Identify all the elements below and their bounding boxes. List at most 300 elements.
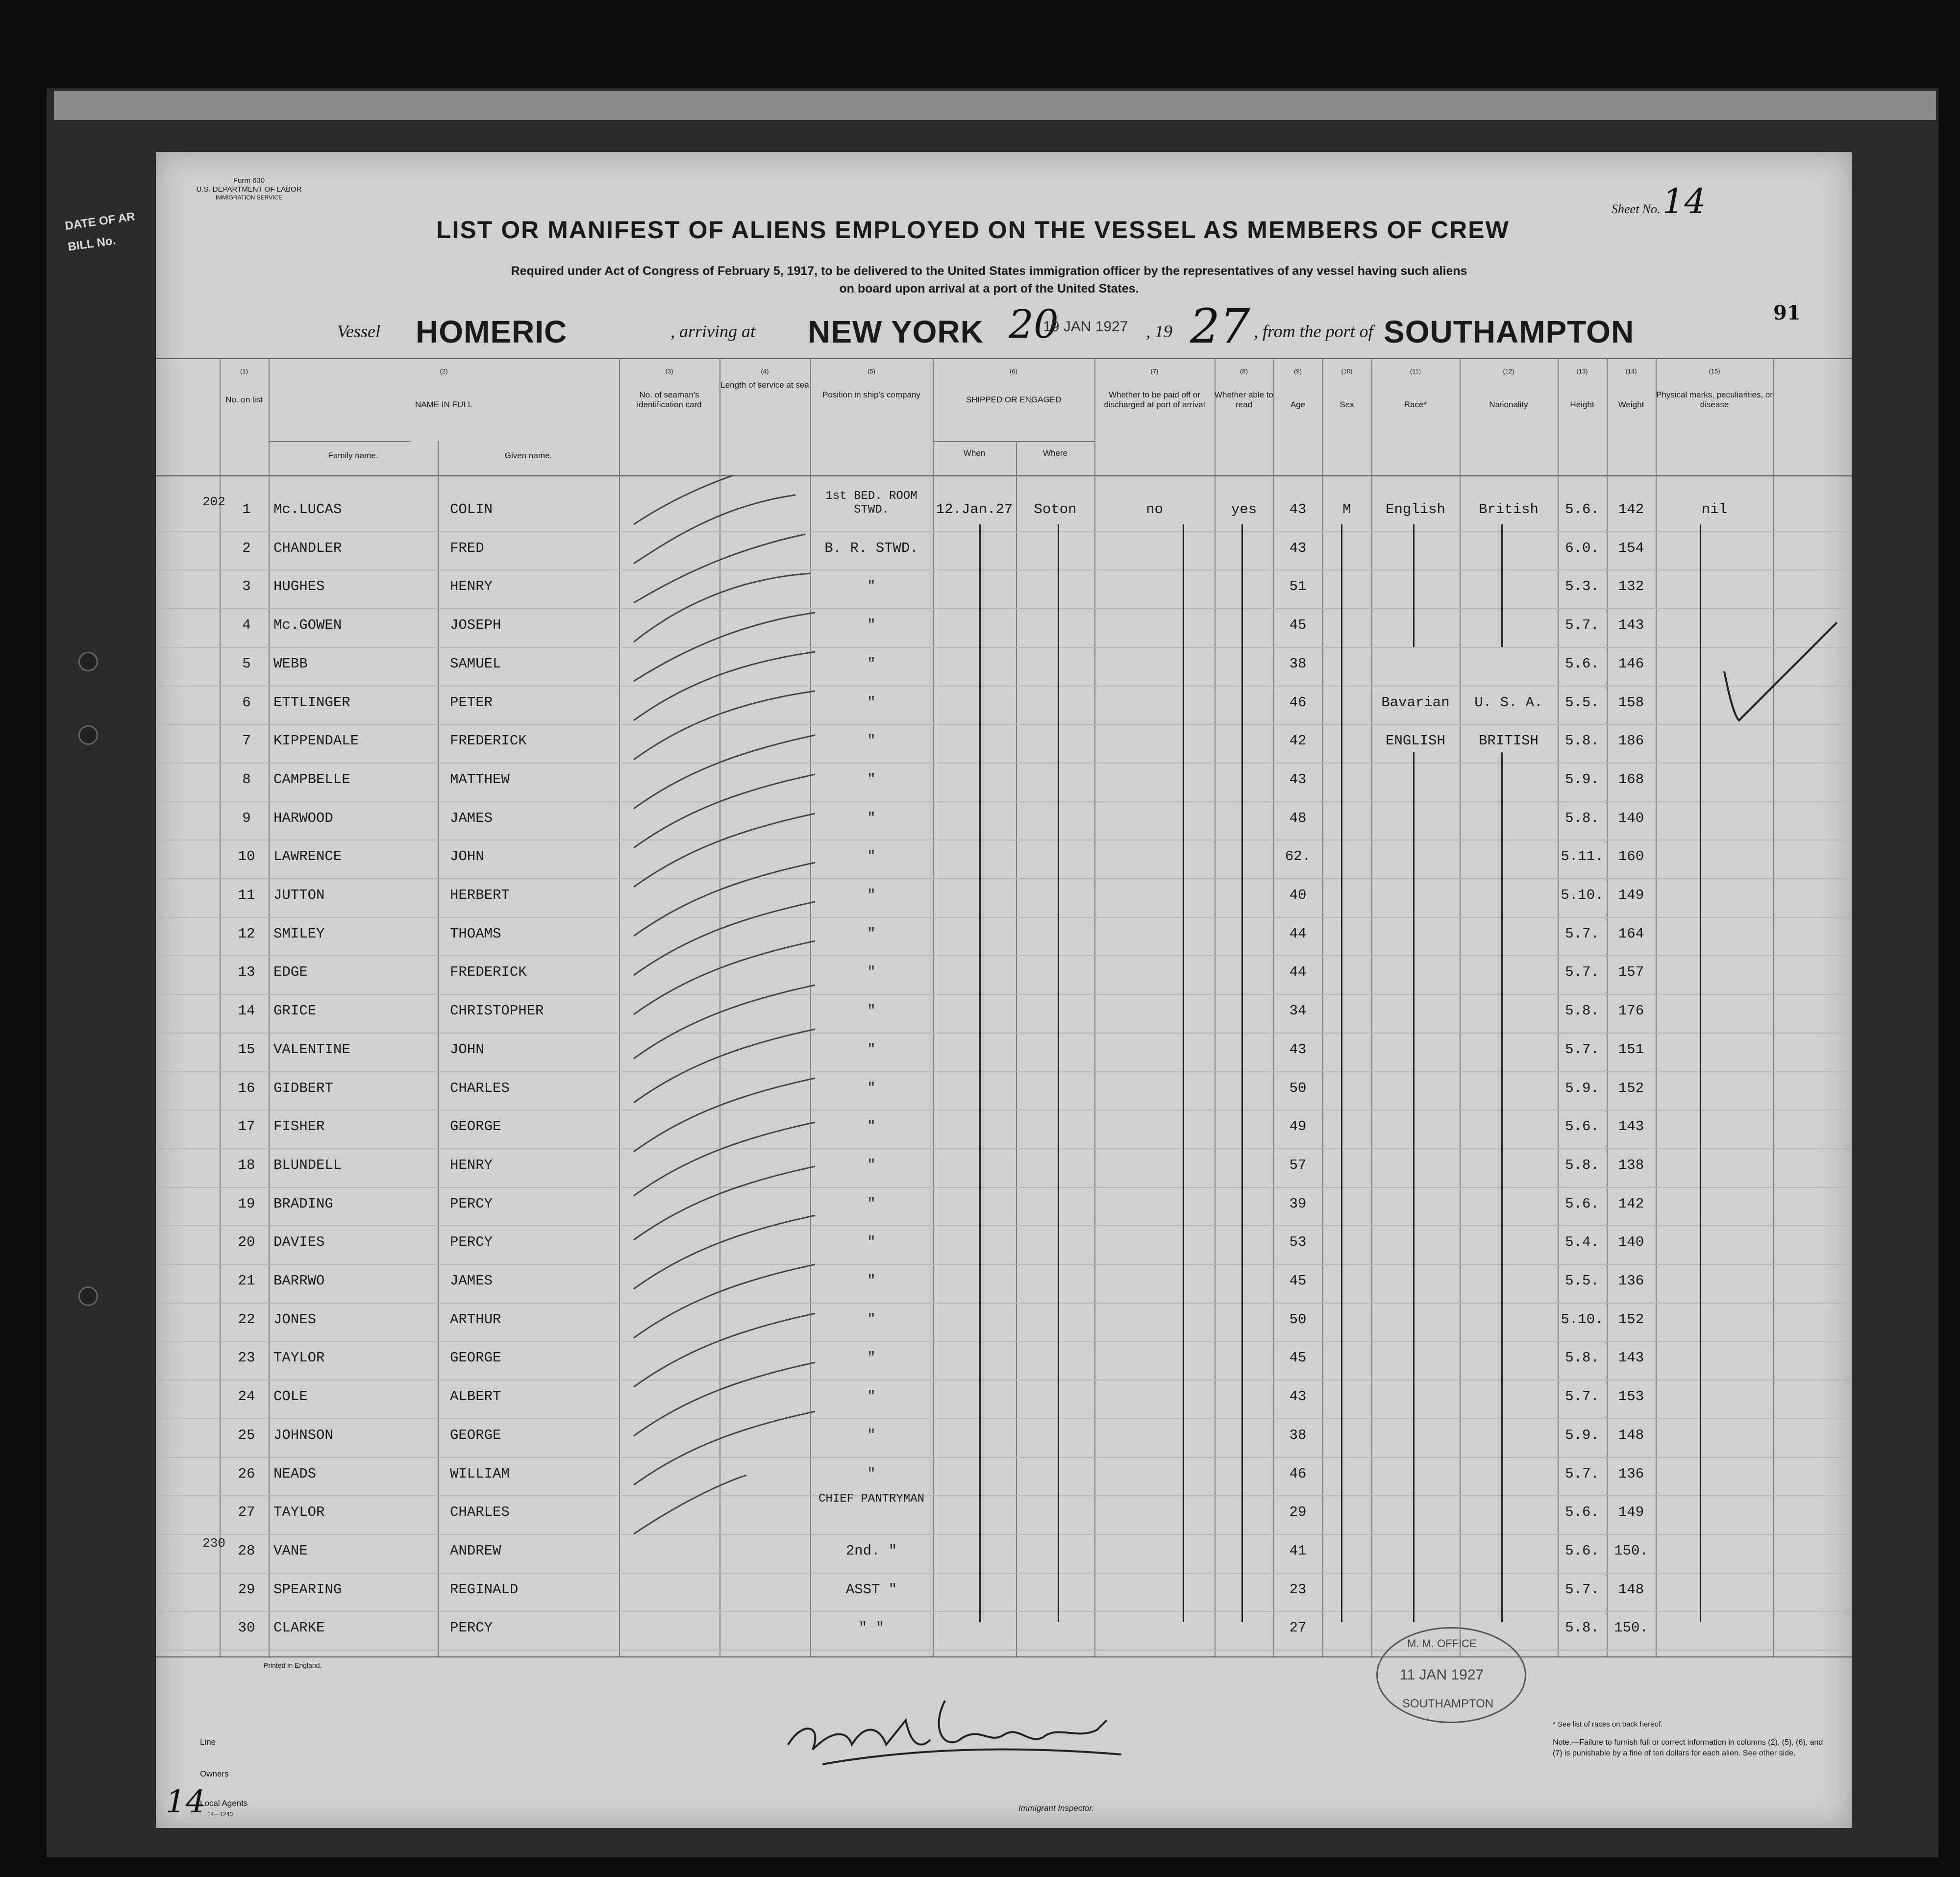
family-name: BLUNDELL [273,1157,342,1173]
given-name: JAMES [450,1273,493,1289]
sheet-number-block [1612,181,1706,222]
col-label: Nationality [1489,399,1528,409]
row-number: 10 [238,848,255,865]
height: 5.10. [1561,1311,1604,1328]
family-name: HUGHES [273,578,325,595]
weight: 132 [1618,578,1644,595]
position: " [867,617,876,634]
family-name: HARWOOD [273,810,333,826]
col-head-paid [1094,368,1215,410]
given-name: THOAMS [450,925,501,942]
backing-stamp-line1: DATE OF AR [64,210,136,233]
age: 48 [1289,810,1307,826]
col-head-shipped [933,368,1094,405]
height: 5.7. [1565,1465,1599,1482]
height: 5.6. [1565,1195,1599,1212]
stamp-top-text: M. M. OFFICE [1407,1637,1477,1650]
subtitle-line2: on board upon arrival at a port of the United States. [839,282,1139,296]
sheet-number: 14 [1662,181,1706,222]
weight: 186 [1618,733,1644,749]
weight: 142 [1618,1195,1644,1212]
col-num: (12) [1503,368,1514,375]
row-number: 21 [238,1273,255,1289]
row-number: 26 [238,1465,255,1482]
weight: 143 [1618,1118,1644,1135]
stamp-date-text: 11 JAN 1927 [1400,1667,1484,1683]
position: " [867,694,876,711]
row-number: 16 [238,1080,255,1096]
position: " [867,1273,876,1289]
table-row [156,801,1852,840]
backing-stamp-line2: BILL No. [67,234,117,254]
form-code: 14—1240 [207,1811,233,1818]
position: " [867,810,876,826]
age: 43 [1289,1388,1307,1405]
given-name: ARTHUR [450,1311,501,1328]
age: 46 [1289,1465,1307,1482]
table-row [156,917,1852,956]
table-row [156,1225,1852,1264]
line-label: Line [200,1737,216,1747]
given-name: FRED [450,540,484,556]
height: 5.4. [1565,1234,1599,1251]
given-name: GEORGE [450,1350,501,1366]
weight: 151 [1618,1041,1644,1058]
table-row [156,1148,1852,1187]
family-name: KIPPENDALE [273,733,359,749]
table-row [156,1457,1852,1496]
col-head-race [1371,368,1460,410]
col-head-age [1273,368,1322,410]
row-number: 3 [242,578,251,595]
sex: M [1342,501,1351,518]
given-name: ALBERT [450,1388,501,1405]
table-row [156,724,1852,763]
given-name: JOSEPH [450,617,501,634]
height: 5.6. [1565,655,1599,672]
page-number: 91 [1773,301,1801,324]
col-head-sex [1322,368,1371,410]
col-num: (7) [1150,368,1159,375]
col-num: (9) [1294,368,1302,375]
col-label: Sex [1340,399,1354,409]
height: 5.5. [1565,694,1599,711]
height: 5.7. [1565,1388,1599,1405]
position: " [867,1003,876,1019]
col-head-no [220,368,269,405]
position: " [867,848,876,865]
weight: 143 [1618,617,1644,634]
col-label: Height [1570,399,1594,409]
weight: 150. [1614,1620,1648,1636]
table-row [156,1264,1852,1303]
inspector-label: Immigrant Inspector. [1018,1803,1094,1813]
given-name: HENRY [450,578,493,595]
col-label: Whether able to read [1215,390,1274,409]
race: ENGLISH [1386,733,1445,749]
row-number: 17 [238,1118,255,1135]
races-note: * See list of races on back hereof. [1553,1720,1663,1729]
col-label: No. of seaman's identification card [637,390,702,409]
age: 46 [1289,694,1307,711]
arrival-port: NEW YORK [808,314,984,349]
age: 42 [1289,733,1307,749]
height: 5.10. [1561,887,1604,903]
weight: 148 [1618,1581,1644,1598]
family-name: TAYLOR [273,1350,325,1366]
row-number: 14 [238,1003,255,1019]
position: " [867,1118,876,1135]
given-name: COLIN [450,501,493,518]
height: 6.0. [1565,540,1599,556]
age: 43 [1289,1041,1307,1058]
family-name: SPEARING [273,1581,342,1598]
col-num: (6) [1010,368,1017,375]
row-number: 9 [242,810,251,826]
col-head-when: When [963,448,986,458]
margin-note: 202 [202,494,225,509]
given-name: HENRY [450,1157,493,1173]
col-num: (11) [1410,368,1421,375]
given-name: SAMUEL [450,655,501,672]
row-number: 24 [238,1388,255,1405]
age: 43 [1289,771,1307,788]
family-name: NEADS [273,1465,317,1482]
family-name: FISHER [273,1118,325,1135]
binder-hole [78,1286,98,1306]
table-row [156,1380,1852,1418]
given-name: GEORGE [450,1118,501,1135]
weight: 160 [1618,848,1644,865]
position: " [867,1350,876,1366]
position: " [867,1311,876,1328]
col-num: (14) [1625,368,1637,375]
age: 50 [1289,1080,1307,1096]
year-handwritten: 27 [1190,299,1250,354]
col-head-card [619,368,719,410]
table-row [156,1341,1852,1380]
family-name: Mc.LUCAS [273,501,342,518]
col-label: Race* [1404,399,1427,409]
manifest-page [156,152,1852,1828]
position: " [867,1080,876,1096]
position: " " [858,1620,885,1636]
row-number: 27 [238,1504,255,1521]
table-row [156,1071,1852,1110]
row-number: 7 [242,733,251,749]
row-number: 20 [238,1234,255,1251]
weight: 152 [1618,1311,1644,1328]
shipped-when: 12.Jan.27 [936,501,1013,518]
col-label: SHIPPED OR ENGAGED [966,395,1062,404]
position: CHIEF PANTRYMAN [818,1492,925,1506]
row-number: 30 [238,1620,255,1636]
family-name: CLARKE [273,1620,325,1636]
position: " [867,887,876,903]
row-number: 8 [242,771,251,788]
row-number: 28 [238,1542,255,1559]
col-num: (3) [665,368,673,375]
row-number: 2 [242,540,251,556]
table-row [156,490,1852,531]
col-head-where: Where [1042,448,1068,458]
family-name: CHANDLER [273,540,342,556]
age: 43 [1289,540,1307,556]
binder-hole [78,725,98,745]
position: " [867,578,876,595]
col-head-name [269,368,619,410]
table-row [156,1187,1852,1226]
office-stamp [1376,1627,1526,1723]
table-row [156,1418,1852,1457]
given-name: PETER [450,694,493,711]
year-prefix: , 19 [1146,321,1172,341]
family-name: BRADING [273,1195,333,1212]
weight: 136 [1618,1465,1644,1482]
position: ASST " [845,1581,897,1598]
service-name: IMMIGRATION SERVICE [215,194,283,201]
height: 5.6. [1565,1504,1599,1521]
weight: 146 [1618,655,1644,672]
paid-off: no [1146,501,1163,518]
col-num: (4) [761,368,769,375]
position: " [867,1388,876,1405]
row-number: 4 [242,617,251,634]
row-number: 15 [238,1041,255,1058]
row-number: 13 [238,964,255,981]
row-number: 1 [242,501,251,518]
shipped-where: Soton [1034,501,1077,518]
age: 53 [1289,1234,1307,1251]
age: 44 [1289,925,1307,942]
arriving-label: , arriving at [670,321,756,341]
position: " [867,1041,876,1058]
arrival-day-handwritten: 20 [1009,301,1059,347]
family-name: LAWRENCE [273,848,342,865]
able-to-read: yes [1231,501,1257,518]
col-label: Age [1290,399,1306,409]
col-head-weight [1607,368,1656,410]
inspector-signature [783,1691,1126,1769]
given-name: JOHN [450,1041,484,1058]
nationality: U. S. A. [1474,694,1543,711]
given-name: ANDREW [450,1542,501,1559]
height: 5.8. [1565,1003,1599,1019]
weight: 143 [1618,1350,1644,1366]
penalty-note: Note.—Failure to furnish full or correct information in columns (2), (5), (6), and (7) is punishable by a fine of ten dollars for each alien. See other side. [1553,1738,1823,1757]
family-name: GIDBERT [273,1080,333,1096]
margin-note: 230 [202,1535,225,1551]
row-number: 29 [238,1581,255,1598]
col-label: Weight [1618,399,1644,409]
position: 1st BED. ROOM STWD. [825,490,918,517]
weight: 157 [1618,964,1644,981]
position: " [867,1157,876,1173]
given-name: GEORGE [450,1427,501,1443]
weight: 138 [1618,1157,1644,1173]
position: 2nd. " [845,1542,897,1559]
position: B. R. STWD. [824,540,918,556]
given-name: HERBERT [450,887,510,903]
given-name: JAMES [450,810,493,826]
family-name: CAMPBELLE [273,771,350,788]
family-name: GRICE [273,1003,317,1019]
row-number: 11 [238,887,255,903]
owners-label: Owners [200,1769,229,1778]
height: 5.8. [1565,1157,1599,1173]
given-name: FREDERICK [450,733,527,749]
height: 5.5. [1565,1273,1599,1289]
weight: 148 [1618,1427,1644,1443]
weight: 136 [1618,1273,1644,1289]
shipped-subhead-line [933,441,1094,442]
table-row [156,608,1852,647]
left-margin-handwritten: 14 [166,1784,206,1820]
family-name: TAYLOR [273,1504,325,1521]
form-number: Form 630 [233,176,265,185]
col-head-position [810,368,933,400]
height: 5.8. [1565,733,1599,749]
given-name: PERCY [450,1234,493,1251]
height: 5.7. [1565,925,1599,942]
departure-port: SOUTHAMPTON [1384,314,1635,349]
col-num: (2) [440,368,448,375]
col-head-family: Family name. [328,451,378,460]
row-number: 12 [238,925,255,942]
department-name: U.S. DEPARTMENT OF LABOR [196,185,302,194]
row-number: 18 [238,1157,255,1173]
col-num: (10) [1341,368,1353,375]
position: " [867,1195,876,1212]
table-row [156,1110,1852,1148]
col-head-height [1558,368,1607,410]
age: 34 [1289,1003,1307,1019]
position: " [867,1234,876,1251]
height: 5.6. [1565,1542,1599,1559]
table-row [156,1033,1852,1071]
height: 5.8. [1565,1350,1599,1366]
age: 62. [1285,848,1311,865]
age: 51 [1289,578,1307,595]
col-label: Physical marks, peculiarities, or disease [1656,390,1773,409]
age: 45 [1289,617,1307,634]
table-row [156,994,1852,1033]
table-row [156,569,1852,608]
weight: 168 [1618,771,1644,788]
sheet-label: Sheet No. [1612,202,1661,216]
weight: 149 [1618,887,1644,903]
row-number: 22 [238,1311,255,1328]
age: 49 [1289,1118,1307,1135]
family-name: ETTLINGER [273,694,350,711]
given-name: MATTHEW [450,771,510,788]
table-row [156,840,1852,878]
height: 5.6. [1565,1118,1599,1135]
age: 50 [1289,1311,1307,1328]
col-label: Length of service at sea [720,380,809,390]
family-name: COLE [273,1388,308,1405]
family-name: VALENTINE [273,1041,350,1058]
age: 57 [1289,1157,1307,1173]
from-port-label: , from the port of [1254,321,1373,341]
col-num: (8) [1240,368,1248,375]
height: 5.8. [1565,810,1599,826]
age: 39 [1289,1195,1307,1212]
nationality: British [1479,501,1538,518]
height: 5.7. [1565,617,1599,634]
header-bottom-line [156,475,1852,476]
form-header [195,176,303,201]
table-row [156,955,1852,994]
weight: 154 [1618,540,1644,556]
family-name: Mc.GOWEN [273,617,342,634]
position: " [867,655,876,672]
age: 23 [1289,1581,1307,1598]
weight: 150. [1614,1542,1648,1559]
position: " [867,964,876,981]
col-head-length [719,368,810,390]
position: " [867,733,876,749]
col-label: Position in ship's company [822,390,920,399]
age: 40 [1289,887,1307,903]
age: 27 [1289,1620,1307,1636]
name-subhead-line [269,441,411,442]
given-name: FREDERICK [450,964,527,981]
table-row [156,763,1852,801]
row-number: 25 [238,1427,255,1443]
table-row [156,1492,1852,1534]
height: 5.11. [1561,848,1604,865]
weight: 149 [1618,1504,1644,1521]
agents-label: Local Agents [200,1799,248,1808]
given-name: CHARLES [450,1504,510,1521]
height: 5.7. [1565,964,1599,981]
page-title: LIST OR MANIFEST OF ALIENS EMPLOYED ON THE VESSEL AS MEMBERS OF CREW [436,216,1510,244]
height: 5.7. [1565,1581,1599,1598]
given-name: REGINALD [450,1581,519,1598]
weight: 153 [1618,1388,1644,1405]
position: " [867,771,876,788]
col-num: (15) [1709,368,1720,375]
col-label: NAME IN FULL [415,399,473,409]
height: 5.9. [1565,771,1599,788]
age: 45 [1289,1273,1307,1289]
printed-label: Printed in England. [264,1661,322,1669]
weight: 158 [1618,694,1644,711]
height: 5.9. [1565,1080,1599,1096]
family-name: DAVIES [273,1234,325,1251]
family-name: JUTTON [273,887,325,903]
weight: 176 [1618,1003,1644,1019]
col-head-physical [1656,368,1773,410]
position: " [867,1427,876,1443]
arrival-date-stamp: 19 JAN 1927 [1043,319,1128,335]
footer-top-line [156,1656,1852,1657]
row-number: 5 [242,655,251,672]
age: 44 [1289,964,1307,981]
family-name: BARRWO [273,1273,325,1289]
weight: 164 [1618,925,1644,942]
family-name: WEBB [273,655,308,672]
table-row [156,878,1852,917]
weight: 142 [1618,501,1644,518]
family-name: EDGE [273,964,308,981]
col-num: (1) [240,368,248,375]
family-name: JOHNSON [273,1427,333,1443]
binder-hole [78,652,98,671]
given-name: PERCY [450,1195,493,1212]
col-head-nationality [1460,368,1558,410]
